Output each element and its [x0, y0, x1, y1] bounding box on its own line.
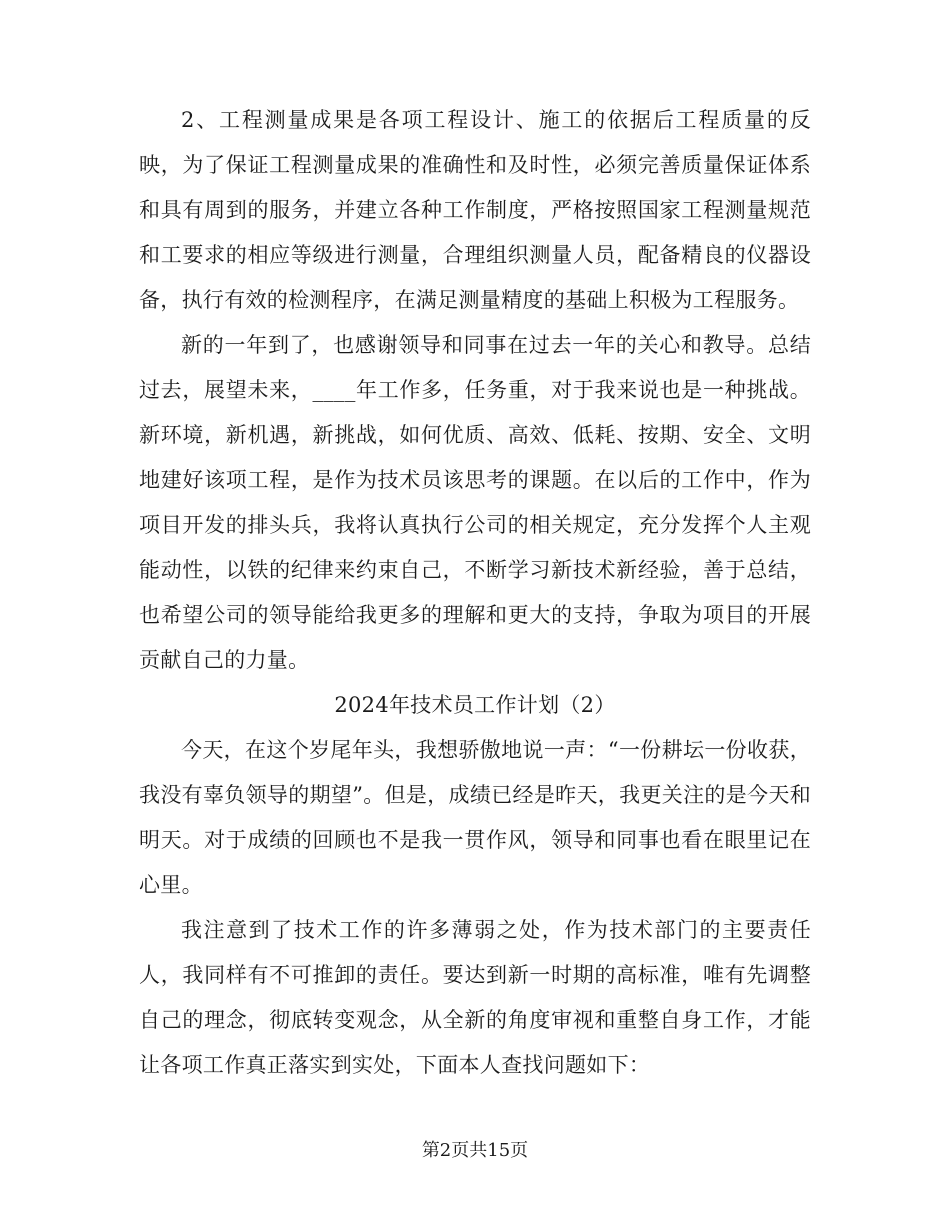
paragraph-today: 今天，在这个岁尾年头，我想骄傲地说一声：“一份耕坛一份收获，我没有辜负领导的期望”。但是，成绩已经是昨天，我更关注的是今天和明天。对于成绩的回顾也不是我一贯作风，领导和同事也看在眼里记在心里。	[139, 738, 811, 897]
document-body	[139, 98, 811, 1088]
section-title: 2024年技术员工作计划（2）	[334, 693, 616, 717]
page-number-footer: 第2页共15页	[421, 1140, 529, 1161]
paragraph-weaknesses: 我注意到了技术工作的许多薄弱之处，作为技术部门的主要责任人，我同样有不可推卸的责任。要达到新一时期的高标准，唯有先调整自己的理念，彻底转变观念，从全新的角度审视和重整自身工作，才能让各项工作真正落实到实处，下面本人查找问题如下：	[139, 918, 811, 1077]
paragraph-new-year: 新的一年到了，也感谢领导和同事在过去一年的关心和教导。总结过去，展望未来，____年工作多，任务重，对于我来说也是一种挑战。新环境，新机遇，新挑战，如何优质、高效、低耗、按期、安全、文明地建好该项工程，是作为技术员该思考的课题。在以后的工作中，作为项目开发的排头兵，我将认真执行公司的相关规定，充分发挥个人主观能动性，以铁的纪律来约束自己，不断学习新技术新经验，善于总结，也希望公司的领导能给我更多的理解和更大的支持，争取为项目的开展贡献自己的力量。	[139, 333, 811, 672]
paragraph-survey-results: 2、工程测量成果是各项工程设计、施工的依据后工程质量的反映，为了保证工程测量成果的准确性和及时性，必须完善质量保证体系和具有周到的服务，并建立各种工作制度，严格按照国家工程测量规范和工要求的相应等级进行测量，合理组织测量人员，配备精良的仪器设备，执行有效的检测程序，在满足测量精度的基础上积极为工程服务。	[139, 108, 811, 312]
